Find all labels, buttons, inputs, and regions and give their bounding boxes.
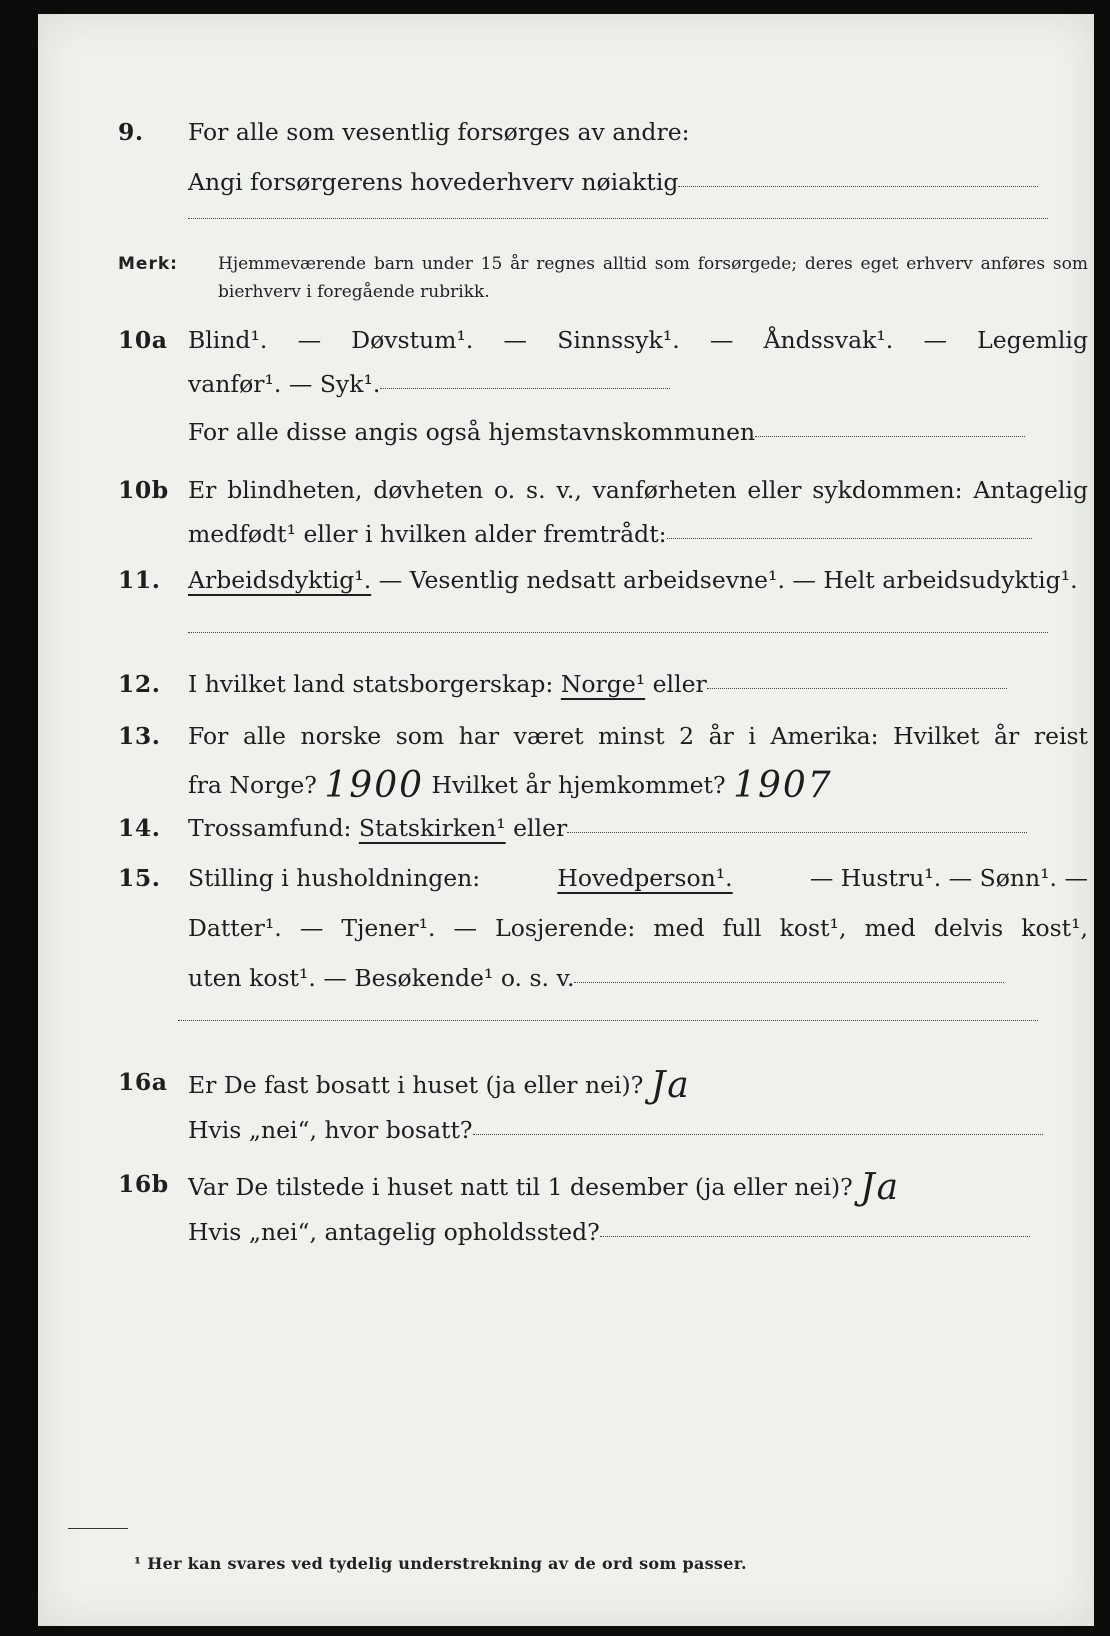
- question-number: 13.: [118, 722, 161, 750]
- answer-line[interactable]: [667, 538, 1032, 539]
- question-text: eller: [513, 814, 568, 842]
- option-selected[interactable]: Hovedperson¹.: [557, 864, 733, 892]
- option-selected[interactable]: Norge¹: [560, 670, 646, 698]
- question-text: vanfør¹. — Syk¹.: [188, 370, 381, 398]
- question-text: For alle som vesentlig forsørges av andre:: [188, 118, 690, 146]
- answer-line[interactable]: [380, 388, 670, 389]
- question-number: 14.: [118, 814, 161, 842]
- footnote-text: Her kan svares ved tydelig understrekning av de ord som passer.: [147, 1554, 747, 1573]
- question-text: I hvilket land statsborgerskap:: [188, 670, 554, 698]
- answer-line[interactable]: [707, 688, 1007, 689]
- option-selected[interactable]: Statskirken¹: [358, 814, 506, 842]
- question-text: Stilling i husholdningen:: [188, 864, 481, 892]
- question-text: Hvilket år hjemkommet?: [431, 771, 726, 799]
- answer-line[interactable]: [567, 832, 1027, 833]
- question-text: medfødt¹ eller i hvilken alder fremtrådt:: [188, 520, 667, 548]
- handwritten-answer: Ja: [860, 1167, 901, 1208]
- note: [118, 250, 1088, 306]
- question-text: Blind¹. — Døvstum¹. — Sinnssyk¹. — Åndssvak¹. — Legemlig: [188, 326, 1088, 354]
- question-10b: [118, 468, 1088, 556]
- question-number: 10a: [118, 326, 168, 354]
- question-9: [118, 110, 1088, 204]
- question-number: 16b: [118, 1170, 169, 1198]
- footnote-mark: ¹: [134, 1554, 142, 1573]
- question-text: Er blindheten, døvheten o. s. v., vanførheten eller sykdommen: Antagelig: [188, 476, 1088, 504]
- question-number: 12.: [118, 670, 161, 698]
- question-10a: [118, 318, 1088, 454]
- question-text: Datter¹. — Tjener¹. — Losjerende: med full kost¹, med delvis kost¹,: [188, 914, 1088, 942]
- handwritten-answer: 1900: [324, 765, 425, 806]
- question-number: 11.: [118, 566, 161, 594]
- question-text: For alle disse angis også hjemstavnskommunen: [188, 418, 756, 446]
- footnote-rule: [68, 1528, 128, 1529]
- question-text: For alle norske som har været minst 2 år i Amerika: Hvilket år reist: [188, 722, 1088, 750]
- answer-line[interactable]: [178, 1020, 1038, 1021]
- answer-line[interactable]: [574, 982, 1004, 983]
- question-text: uten kost¹. — Besøkende¹ o. s. v.: [188, 964, 575, 992]
- question-text: — Hustru¹. — Sønn¹. —: [809, 864, 1088, 892]
- answer-line[interactable]: [473, 1134, 1043, 1135]
- handwritten-answer: 1907: [733, 765, 833, 806]
- answer-line[interactable]: [678, 186, 1038, 187]
- question-text: Angi forsørgerens hovederhverv nøiaktig: [188, 168, 679, 196]
- question-number: 10b: [118, 476, 169, 504]
- answer-line[interactable]: [188, 218, 1048, 219]
- question-11: [118, 558, 1088, 602]
- question-14: [118, 806, 1088, 850]
- question-16a: [118, 1060, 1088, 1152]
- question-number: 9.: [118, 118, 144, 146]
- question-text: Trossamfund:: [188, 814, 352, 842]
- answer-line[interactable]: [188, 632, 1048, 633]
- question-text: Er De fast bosatt i huset (ja eller nei)?: [188, 1071, 644, 1099]
- answer-line[interactable]: [600, 1236, 1030, 1237]
- note-label: Merk:: [118, 254, 178, 274]
- answer-line[interactable]: [755, 436, 1025, 437]
- question-13: [118, 714, 1088, 804]
- question-text: — Vesentlig nedsatt arbeidsevne¹. — Helt arbeidsudyktig¹.: [378, 566, 1078, 594]
- form-page: [38, 14, 1094, 1626]
- option-selected[interactable]: Arbeidsdyktig¹.: [188, 566, 372, 594]
- question-number: 15.: [118, 864, 161, 892]
- question-text: fra Norge?: [188, 771, 317, 799]
- question-number: 16a: [118, 1068, 168, 1096]
- question-text: Hvis „nei“, hvor bosatt?: [188, 1116, 473, 1144]
- question-12: [118, 662, 1088, 706]
- note-text: Hjemmeværende barn under 15 år regnes alltid som forsørgede; deres eget erhverv anføres som bierhverv i foregående rubrikk.: [218, 254, 1088, 302]
- question-16b: [118, 1162, 1088, 1254]
- footnote: [134, 1554, 747, 1573]
- handwritten-answer: Ja: [650, 1065, 691, 1106]
- question-text: Var De tilstede i huset natt til 1 desember (ja eller nei)?: [188, 1173, 853, 1201]
- question-text: Hvis „nei“, antagelig opholdssted?: [188, 1218, 600, 1246]
- question-text: eller: [652, 670, 707, 698]
- question-15: [118, 856, 1088, 1000]
